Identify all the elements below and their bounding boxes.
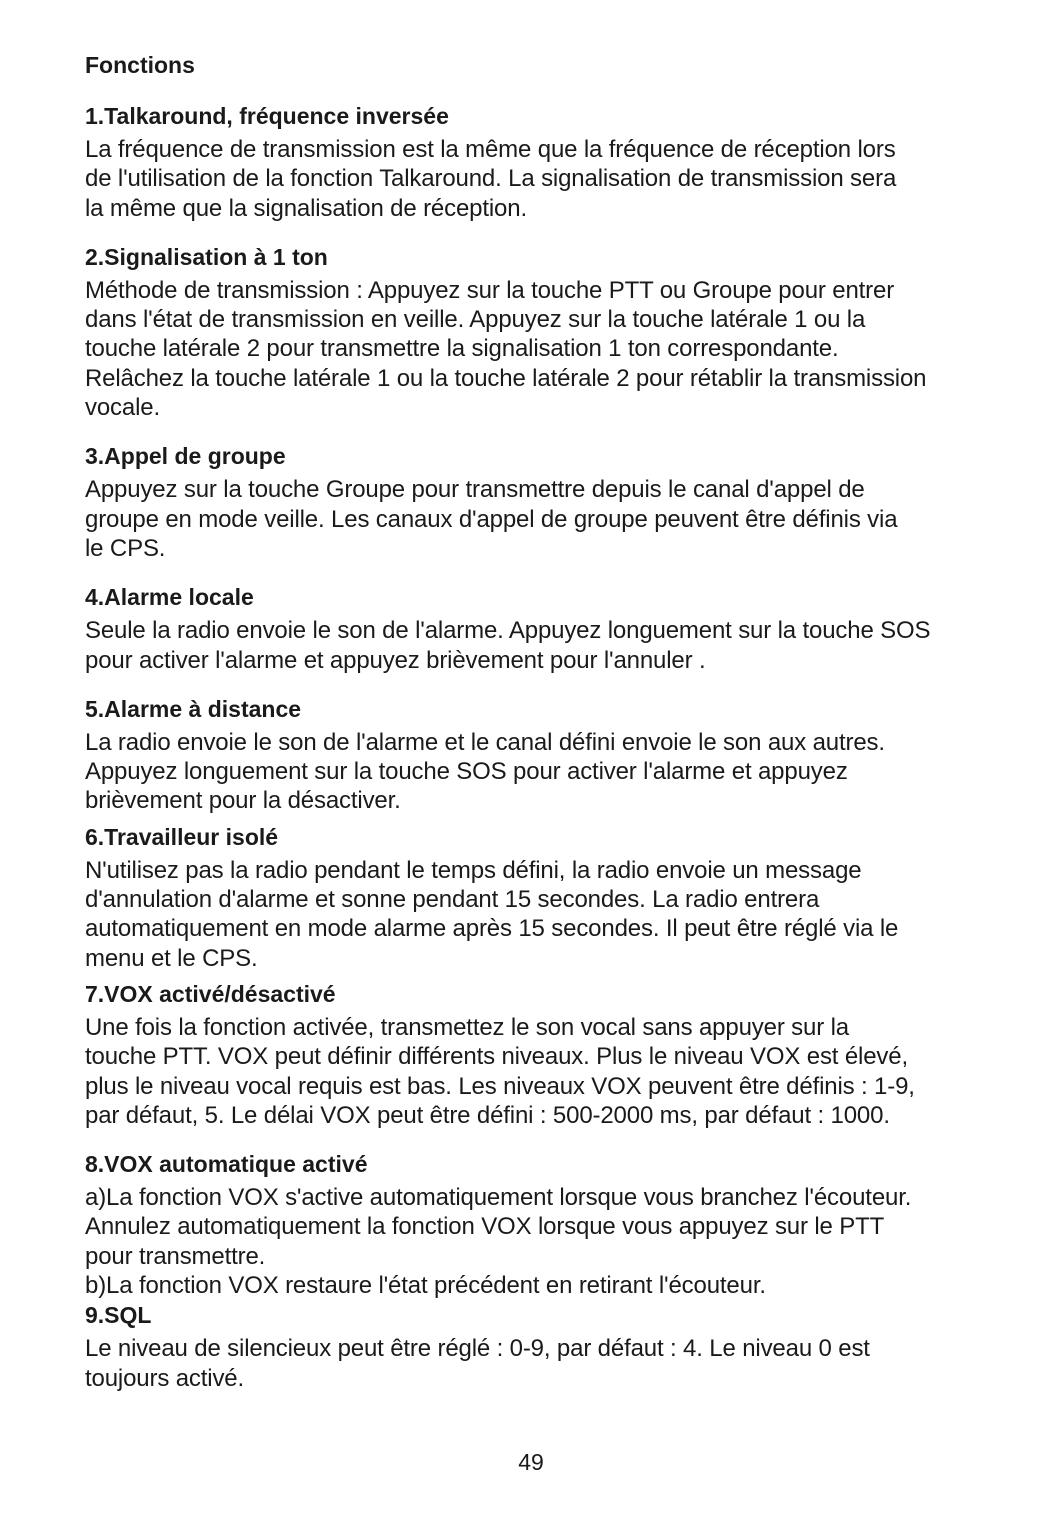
text-line: N'utilisez pas la radio pendant le temps défini, la radio envoie un message: [85, 856, 862, 884]
section-heading: 5.Alarme à distance: [85, 695, 302, 722]
text-line: Relâchez la touche latérale 1 ou la touche latérale 2 pour rétablir la transmission: [85, 364, 927, 392]
section-paragraph: [85, 1334, 1005, 1393]
text-line: Le niveau de silencieux peut être réglé : 0-9, par défaut : 4. Le niveau 0 est: [85, 1335, 870, 1363]
section-alarme-a-distance: [85, 694, 1005, 816]
text-line: vocale.: [85, 394, 160, 422]
section-appel-de-groupe: [85, 441, 1005, 563]
section-paragraph: [85, 1013, 1005, 1130]
text-line: Méthode de transmission : Appuyez sur la touche PTT ou Groupe pour entrer: [85, 276, 895, 304]
section-sql: [85, 1300, 1005, 1393]
text-line: Appuyez longuement sur la touche SOS pour activer l'alarme et appuyez: [85, 758, 848, 786]
text-line: plus le niveau vocal requis est bas. Les niveaux VOX peuvent être définis : 1-9,: [85, 1072, 915, 1100]
section-vox-active-desactive: [85, 979, 1005, 1130]
text-line: a)La fonction VOX s'active automatiquement lorsque vous branchez l'écouteur.: [85, 1184, 912, 1212]
text-line: dans l'état de transmission en veille. Appuyez sur la touche latérale 1 ou la: [85, 306, 866, 334]
text-line: d'annulation d'alarme et sonne pendant 15 secondes. La radio entrera: [85, 886, 820, 914]
section-paragraph: [85, 475, 1005, 563]
text-line: menu et le CPS.: [85, 944, 258, 972]
section-heading: 8.VOX automatique activé: [85, 1151, 368, 1178]
text-line: touche latérale 2 pour transmettre la signalisation 1 ton correspondante.: [85, 335, 839, 363]
text-line: groupe en mode veille. Les canaux d'appel de groupe peuvent être définis via: [85, 505, 898, 533]
section-signalisation-1-ton: [85, 242, 1005, 422]
text-line: la même que la signalisation de réception.: [85, 194, 527, 222]
text-line: toujours activé.: [85, 1364, 245, 1392]
section-heading: 1.Talkaround, fréquence inversée: [85, 103, 449, 129]
section-paragraph: [85, 135, 1005, 223]
section-paragraph: [85, 276, 1005, 422]
section-vox-automatique: [85, 1149, 1005, 1300]
text-line: brièvement pour la désactiver.: [85, 787, 401, 815]
section-travailleur-isole: [85, 822, 1005, 973]
text-line: par défaut, 5. Le délai VOX peut être défini : 500-2000 ms, par défaut : 1000.: [85, 1101, 890, 1129]
section-paragraph: [85, 1183, 1005, 1300]
section-paragraph: [85, 616, 1005, 675]
text-line: le CPS.: [85, 534, 166, 562]
section-alarme-locale: [85, 582, 1005, 675]
section-heading: 6.Travailleur isolé: [85, 823, 279, 850]
text-line: touche PTT. VOX peut définir différents niveaux. Plus le niveau VOX est élevé,: [85, 1043, 908, 1071]
page-title: Fonctions: [85, 52, 195, 78]
text-line: pour activer l'alarme et appuyez brièvement pour l'annuler .: [85, 646, 706, 674]
text-line: Une fois la fonction activée, transmettez le son vocal sans appuyer sur la: [85, 1013, 849, 1041]
text-line: La radio envoie le son de l'alarme et le canal défini envoie le son aux autres.: [85, 728, 885, 756]
text-line: b)La fonction VOX restaure l'état précédent en retirant l'écouteur.: [85, 1272, 766, 1300]
text-line: Seule la radio envoie le son de l'alarme. Appuyez longuement sur la touche SOS: [85, 617, 931, 645]
section-heading: 7.VOX activé/désactivé: [85, 980, 336, 1007]
section-paragraph: [85, 728, 1005, 816]
section-heading: 3.Appel de groupe: [85, 443, 286, 470]
section-heading: 9.SQL: [85, 1302, 152, 1329]
text-line: pour transmettre.: [85, 1242, 266, 1270]
page-number: 49: [518, 1449, 544, 1475]
text-line: automatiquement en mode alarme après 15 secondes. Il peut être réglé via le: [85, 915, 899, 943]
section-heading: 4.Alarme locale: [85, 584, 254, 611]
section-paragraph: [85, 856, 1005, 973]
text-line: Appuyez sur la touche Groupe pour transmettre depuis le canal d'appel de: [85, 476, 865, 504]
text-line: La fréquence de transmission est la même que la fréquence de réception lors: [85, 136, 896, 163]
section-talkaround: [85, 101, 1005, 223]
document-page: [85, 50, 1005, 1393]
text-line: de l'utilisation de la fonction Talkaround. La signalisation de transmission sera: [85, 165, 897, 193]
text-line: Annulez automatiquement la fonction VOX lorsque vous appuyez sur le PTT: [85, 1213, 885, 1241]
section-heading: 2.Signalisation à 1 ton: [85, 243, 328, 270]
